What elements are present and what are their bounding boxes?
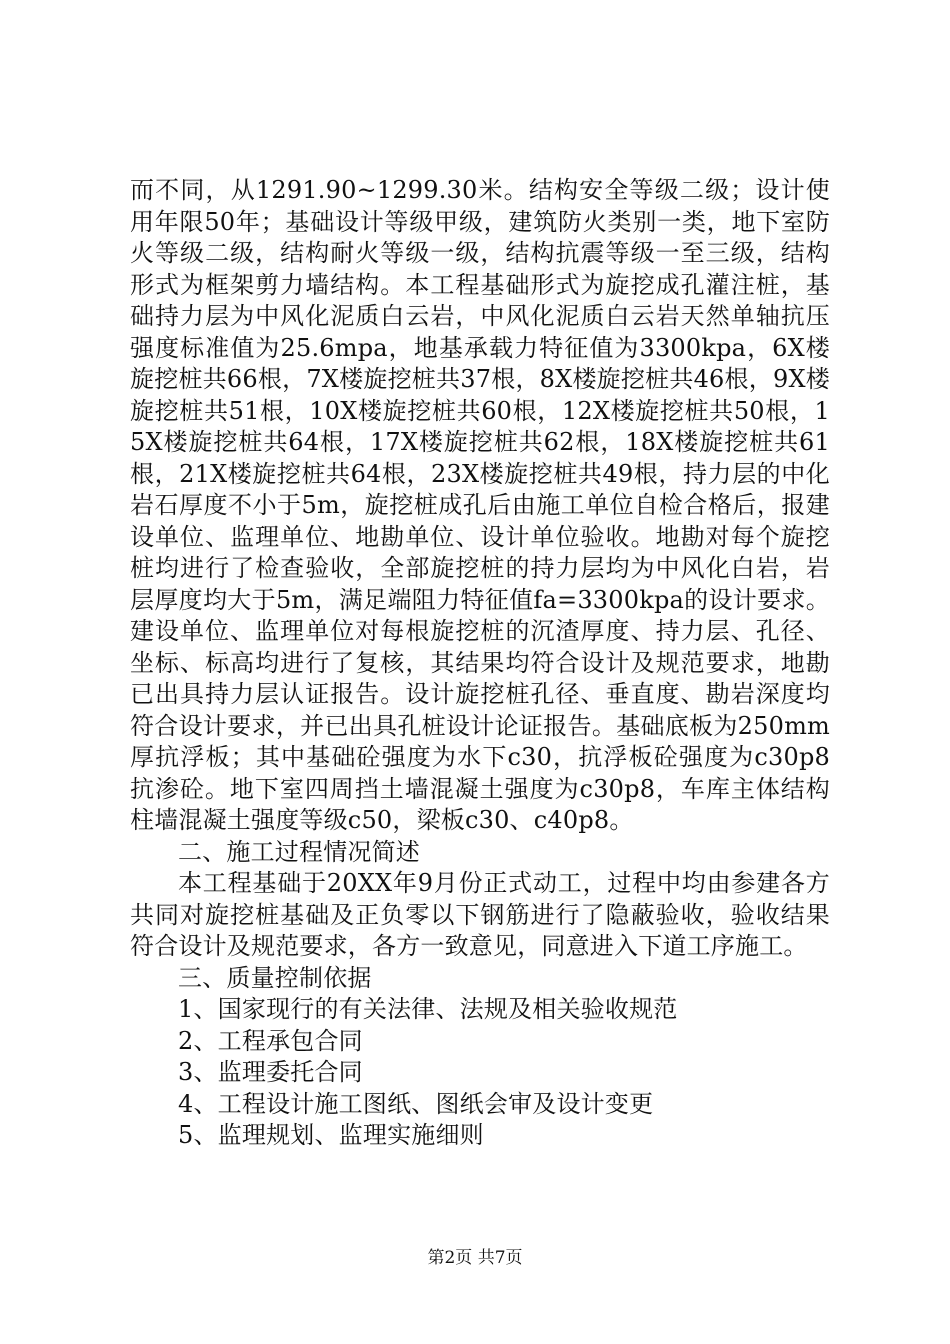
page-number: 第2页 共7页 [427,1248,523,1268]
heading-quality-basis: 三、质量控制依据 [178,963,372,992]
list-item-supervision-contract: 3、监理委托合同 [178,1058,363,1086]
paragraph-construction-process: 本工程基础于20XX年9月份正式动工，过程中均由参建各方共同对旋挖桩基础及正负零以下钢筋进行了隐蔽验收，验收结果符合设计及规范要求，各方一致意见，同意进入下道工序施工。 [130,869,830,960]
paragraph-project-details: 而不同，从1291.90~1299.30米。结构安全等级二级；设计使用年限50年；基础设计等级甲级，建筑防火类别一类，地下室防火等级二级，结构耐火等级一级，结构抗震等级一至三级，结构形式为框架剪力墙结构。本工程基础形式为旋挖成孔灌注桩，基础持力层为中风化泥质白云岩，中风化泥质白云岩天然单轴抗压强度标准值为25.6mpa，地基承载力特征值为3300kpa，6X楼旋挖桩共66根，7X楼旋挖桩共37根，8X楼旋挖桩共46根，9X楼旋挖桩共51根，10X楼旋挖桩共60根，12X楼旋挖桩共50根，15X楼旋挖桩共64根，17X楼旋挖桩共62根，18X楼旋挖桩共61根，21X楼旋挖桩共64根，23X楼旋挖桩共49根，持力层的中化岩石厚度不小于5m，旋挖桩成孔后由施工单位自检合格后，报建设单位、监理单位、地勘单位、设计单位验收。地勘对每个旋挖桩均进行了检查验收，全部旋挖桩的持力层均为中风化白岩，岩层厚度均大于5m，满足端阻力特征值fa=3300kpa的设计要求。建设单位、监理单位对每根旋挖桩的沉渣厚度、持力层、孔径、坐标、标高均进行了复核，其结果均符合设计及规范要求，地勘已出具持力层认证报告。设计旋挖桩孔径、垂直度、勘岩深度均符合设计要求，并已出具孔桩设计论证报告。基础底板为250mm厚抗浮板；其中基础砼强度为水下c30，抗浮板砼强度为c30p8抗渗砼。地下室四周挡土墙混凝土强度为c30p8，车库主体结构柱墙混凝土强度等级c50，梁板c30、c40p8。 [130,176,830,834]
list-item-supervision-plan: 5、监理规划、监理实施细则 [178,1121,484,1149]
list-item-laws: 1、国家现行的有关法律、法规及相关验收规范 [178,995,678,1023]
heading-construction-process: 二、施工过程情况简述 [178,837,420,866]
document-body [130,175,830,1152]
list-item-contract: 2、工程承包合同 [178,1026,363,1055]
list-item-drawings: 4、工程设计施工图纸、图纸会审及设计变更 [178,1089,654,1118]
